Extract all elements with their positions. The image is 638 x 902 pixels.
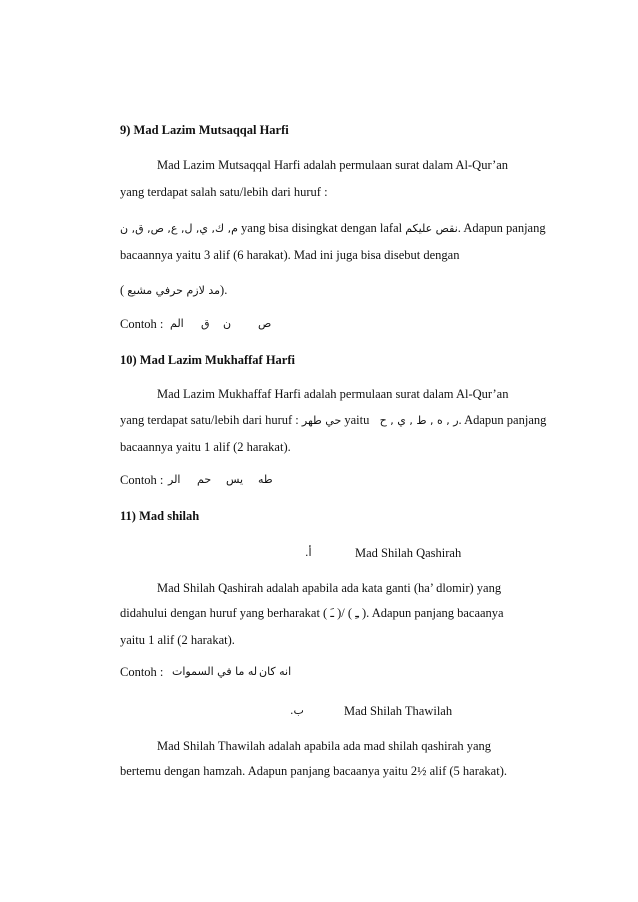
text-run: yang bisa disingkat dengan lafal — [241, 221, 403, 235]
paragraph-line: bacaannya yaitu 3 alif (6 harakat). Mad ini juga bisa disebut dengan — [120, 248, 460, 262]
contoh-label: Contoh : — [120, 473, 164, 487]
paragraph-line — [120, 412, 546, 429]
example-item: ن — [223, 317, 232, 330]
example-item: انه كان — [259, 665, 292, 678]
paragraph-line: yang terdapat salah satu/lebih dari huruf : — [120, 185, 328, 199]
text-run: yaitu — [344, 413, 370, 427]
text-run: . Adapun panjang — [457, 221, 546, 235]
arabic-term: حي طهر — [301, 414, 342, 427]
heading-mad-lazim-mukhaffaf-harfi: 10) Mad Lazim Mukhaffaf Harfi — [120, 353, 295, 367]
paragraph-line: Mad Shilah Thawilah adalah apabila ada mad shilah qashirah yang — [157, 739, 492, 753]
example-item: الم — [170, 317, 184, 330]
heading-mad-shilah: 11) Mad shilah — [120, 509, 200, 523]
text-run: ). — [220, 283, 228, 297]
sub-marker: ب. — [290, 704, 304, 717]
paragraph-line — [120, 282, 227, 299]
subheading-mad-shilah-thawilah: Mad Shilah Thawilah — [344, 704, 453, 718]
paragraph-line: bertemu dengan hamzah. Adapun panjang bacaanya yaitu 2½ alif (5 harakat). — [120, 764, 507, 778]
arabic-term: مد لازم حرفي مشبع — [127, 284, 221, 297]
paragraph-line: bacaannya yaitu 1 alif (2 harakat). — [120, 440, 291, 454]
arabic-lafal: نقص عليكم — [405, 222, 458, 235]
text-run: ( — [120, 283, 125, 297]
example-item: يس — [226, 473, 244, 486]
paragraph-line: didahului dengan huruf yang berharakat ( ـَ )/ ( ـِ ). Adapun panjang bacaanya — [120, 606, 504, 620]
subheading-mad-shilah-qashirah: Mad Shilah Qashirah — [355, 546, 462, 560]
paragraph-line: Mad Lazim Mukhaffaf Harfi adalah permulaan surat dalam Al-Qur’an — [157, 387, 509, 401]
paragraph-line: Mad Shilah Qashirah adalah apabila ada kata ganti (ha’ dlomir) yang — [157, 581, 502, 595]
sub-marker: أ. — [305, 546, 312, 559]
arabic-letters: ر , ه , ط , ي , ح — [379, 414, 459, 427]
paragraph-line — [120, 220, 546, 237]
paragraph-line: yaitu 1 alif (2 harakat). — [120, 633, 235, 647]
example-item: الر — [168, 473, 181, 486]
text-run: yang terdapat satu/lebih dari huruf : — [120, 413, 299, 427]
example-item: له ما في السموات — [172, 665, 258, 678]
example-item: ق — [201, 317, 210, 330]
example-item: ص — [258, 317, 272, 330]
arabic-letters: م, ك, ي, ل, ع, ص, ق, ن — [120, 222, 238, 235]
contoh-label: Contoh : — [120, 317, 164, 331]
text-run: . Adapun panjang — [458, 413, 547, 427]
example-item: طه — [258, 473, 273, 486]
example-item: حم — [197, 473, 212, 486]
heading-mad-lazim-mutsaqqal-harfi: 9) Mad Lazim Mutsaqqal Harfi — [120, 123, 289, 137]
contoh-label: Contoh : — [120, 665, 164, 679]
paragraph-line: Mad Lazim Mutsaqqal Harfi adalah permulaan surat dalam Al-Qur’an — [157, 158, 509, 172]
